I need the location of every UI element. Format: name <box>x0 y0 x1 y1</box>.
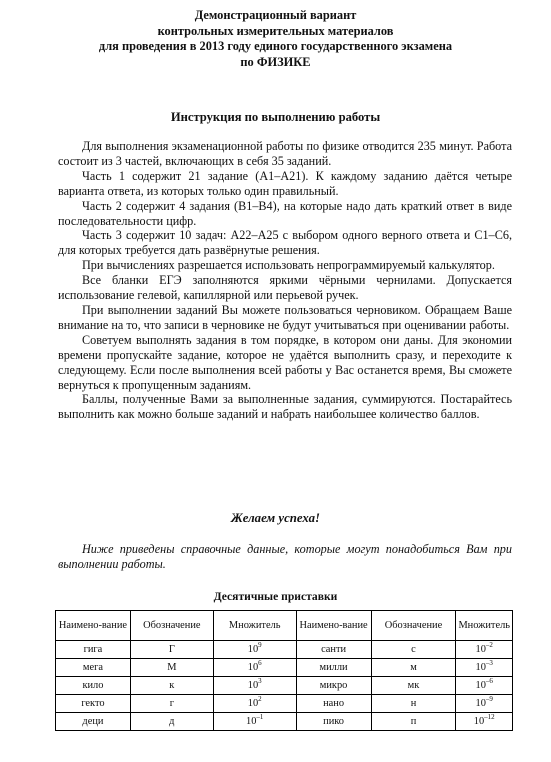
cell-prefix-name: санти <box>296 641 371 659</box>
table-row <box>56 641 513 659</box>
multiplier-exponent: –12 <box>484 712 495 721</box>
column-header-symbol: Обозначение <box>130 611 213 641</box>
paragraph-scoring: Баллы, полученные Вами за выполненные задания, суммируются. Постарайтесь выполнить как можно больше заданий и набрать наибольшее количество баллов. <box>58 392 512 422</box>
multiplier-exponent: 6 <box>258 658 262 667</box>
good-luck-heading: Желаем успеха! <box>231 511 320 525</box>
cell-prefix-symbol: п <box>371 713 456 731</box>
header-line-2: контрольных измерительных материалов <box>157 23 394 38</box>
multiplier-exponent: –2 <box>485 640 493 649</box>
paragraph-draft: При выполнении заданий Вы можете пользоваться черновиком. Обращаем Ваше внимание на то, что записи в черновике не будут учитываться при оценивании работы. <box>58 302 512 332</box>
multiplier-exponent: 2 <box>258 694 262 703</box>
column-header-name: Наимено-вание <box>296 611 371 641</box>
cell-multiplier <box>213 659 296 677</box>
cell-prefix-name: милли <box>296 659 371 677</box>
cell-multiplier <box>213 677 296 695</box>
cell-prefix-symbol: М <box>130 659 213 677</box>
multiplier-exponent: –9 <box>485 694 493 703</box>
cell-prefix-symbol: н <box>371 695 456 713</box>
cell-multiplier <box>213 695 296 713</box>
multiplier-exponent: –3 <box>485 658 493 667</box>
multiplier-exponent: 3 <box>258 676 262 685</box>
document-header <box>0 8 551 70</box>
cell-multiplier <box>213 641 296 659</box>
paragraph-forms: Все бланки ЕГЭ заполняются яркими чёрными чернилами. Допускается использование гелевой, капиллярной или перьевой ручек. <box>58 273 512 303</box>
cell-prefix-symbol: с <box>371 641 456 659</box>
cell-multiplier <box>456 659 513 677</box>
multiplier-base: 10 <box>247 679 259 691</box>
multiplier-exponent: 9 <box>258 640 262 649</box>
multiplier-base: 10 <box>247 661 259 673</box>
cell-prefix-name: нано <box>296 695 371 713</box>
multiplier-base: 10 <box>246 715 257 727</box>
paragraph-order-advice: Советуем выполнять задания в том порядке, в котором они даны. Для экономии времени пропускайте задание, которое не удаётся выполнить сразу, и переходите к следующему. Если после выполнения всей работы у Вас останется время, Вы сможете вернуться к пропущенным заданиям. <box>58 332 512 392</box>
cell-multiplier <box>213 713 296 731</box>
cell-prefix-symbol: д <box>130 713 213 731</box>
table-row <box>56 659 513 677</box>
multiplier-exponent: –6 <box>485 676 493 685</box>
column-header-symbol: Обозначение <box>371 611 456 641</box>
table-header-row <box>56 611 513 641</box>
cell-prefix-symbol: м <box>371 659 456 677</box>
multiplier-exponent: –1 <box>256 712 264 721</box>
table-row <box>56 695 513 713</box>
cell-multiplier <box>456 677 513 695</box>
table-title: Десятичные приставки <box>213 590 338 603</box>
cell-prefix-name: гекто <box>56 695 131 713</box>
cell-prefix-name: микро <box>296 677 371 695</box>
cell-prefix-name: деци <box>56 713 131 731</box>
paragraph-part-2: Часть 2 содержит 4 задания (В1–В4), на которые надо дать краткий ответ в виде последовательности цифр. <box>58 198 512 228</box>
multiplier-base: 10 <box>247 697 259 709</box>
paragraph-part-3: Часть 3 содержит 10 задач: А22–А25 с выбором одного верного ответа и С1–С6, для которых требуется дать развёрнутые решения. <box>58 228 512 258</box>
cell-multiplier <box>456 641 513 659</box>
header-line-4: по ФИЗИКЕ <box>240 54 311 69</box>
instruction-title: Инструкция по выполнению работы <box>170 110 381 124</box>
paragraph-part-1: Часть 1 содержит 21 задание (А1–А21). К каждому заданию даётся четыре варианта ответа, из которых только один правильный. <box>58 168 512 198</box>
multiplier-base: 10 <box>247 643 259 655</box>
multiplier-base: 10 <box>473 715 485 727</box>
instruction-body <box>58 139 512 422</box>
paragraph-time: Для выполнения экзаменационной работы по физике отводится 235 минут. Работа состоит из 3 частей, включающих в себя 35 заданий. <box>58 139 512 168</box>
column-header-name: Наимено-вание <box>56 611 131 641</box>
cell-multiplier <box>456 695 513 713</box>
multiplier-base: 10 <box>475 643 486 655</box>
header-line-1: Демонстрационный вариант <box>194 8 357 22</box>
paragraph-calculator: При вычислениях разрешается использовать непрограммируемый калькулятор. <box>82 258 495 273</box>
table-row <box>56 713 513 731</box>
cell-prefix-name: пико <box>296 713 371 731</box>
column-header-multiplier: Множитель <box>456 611 513 641</box>
cell-prefix-name: гига <box>56 641 131 659</box>
column-header-multiplier: Множитель <box>213 611 296 641</box>
multiplier-base: 10 <box>475 697 486 709</box>
cell-prefix-name: мега <box>56 659 131 677</box>
cell-prefix-name: кило <box>56 677 131 695</box>
header-line-3: для проведения в 2013 году единого государственного экзамена <box>98 39 453 53</box>
decimal-prefix-table <box>55 610 513 731</box>
reference-intro: Ниже приведены справочные данные, которые могут понадобиться Вам при выполнении работы. <box>58 542 512 571</box>
cell-prefix-symbol: мк <box>371 677 456 695</box>
cell-prefix-symbol: г <box>130 695 213 713</box>
cell-multiplier <box>456 713 513 731</box>
cell-prefix-symbol: Г <box>130 641 213 659</box>
multiplier-base: 10 <box>475 661 486 673</box>
table-row <box>56 677 513 695</box>
cell-prefix-symbol: к <box>130 677 213 695</box>
multiplier-base: 10 <box>475 679 486 691</box>
